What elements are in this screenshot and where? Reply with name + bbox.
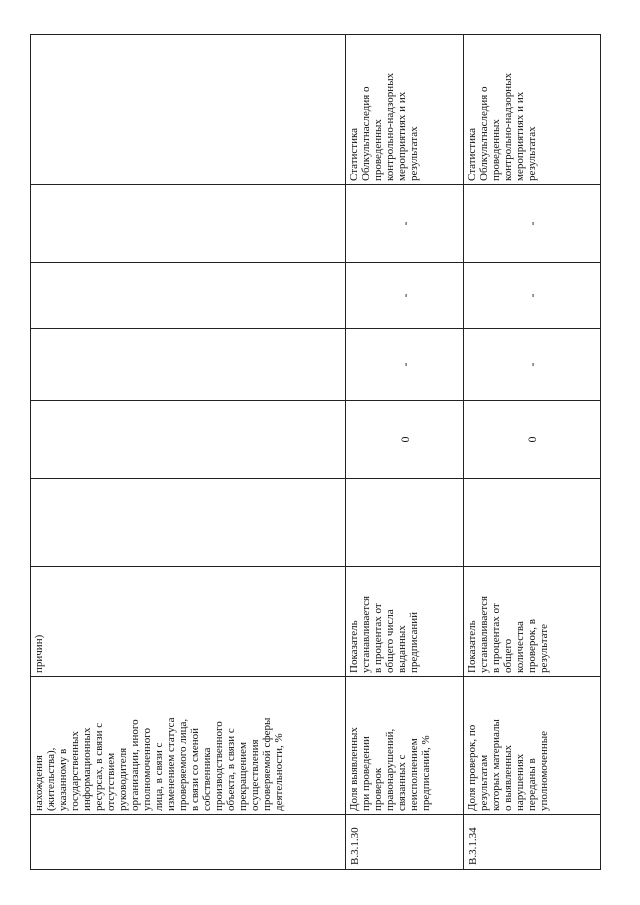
row-value-6 bbox=[31, 329, 346, 401]
table-row bbox=[31, 35, 346, 870]
table-row bbox=[346, 35, 464, 870]
row-indicator: Доля проверок, по результатам которых материалы о выявленных нарушениях переданы в уполномоченные bbox=[464, 677, 601, 815]
row-value-8: - bbox=[346, 185, 464, 263]
table-row bbox=[464, 35, 601, 870]
row-value-7: - bbox=[346, 263, 464, 329]
row-value-4 bbox=[464, 479, 601, 567]
row-value-5: 0 bbox=[464, 401, 601, 479]
row-value-4 bbox=[31, 479, 346, 567]
row-indicator: Доля выявленных при проведении проверок правонарушений, связанных с неисполнением предписаний, % bbox=[346, 677, 464, 815]
row-value-7: - bbox=[464, 263, 601, 329]
row-comment: Показатель устанавливается в процентах от общего числа выданных предписаний bbox=[346, 567, 464, 677]
row-value-8 bbox=[31, 185, 346, 263]
row-source: Статистика Облкультнаследия о проведенных контрольно-надзорных мероприятиях и их результатах bbox=[464, 35, 601, 185]
row-code bbox=[31, 815, 346, 870]
indicators-table bbox=[30, 34, 601, 870]
row-value-6: - bbox=[346, 329, 464, 401]
row-comment: причин) bbox=[31, 567, 346, 677]
row-value-4 bbox=[346, 479, 464, 567]
row-comment: Показатель устанавливается в процентах от общего количества проверок, в результате bbox=[464, 567, 601, 677]
row-value-7 bbox=[31, 263, 346, 329]
rotated-table-wrapper bbox=[30, 35, 600, 870]
row-source bbox=[31, 35, 346, 185]
row-value-6: - bbox=[464, 329, 601, 401]
row-value-5: 0 bbox=[346, 401, 464, 479]
row-source: Статистика Облкультнаследия о проведенных контрольно-надзорных мероприятиях и их результатах bbox=[346, 35, 464, 185]
row-indicator: нахождения (жительства), указанному в государственных информационных ресурсах, в связи с отсутствием руководителя организации, иного уполномоченного лица, в связи с изменением статуса проверяемого лица, в связи со сменой собственника производственного объекта, в связи с прекращением осуществления проверяемой сферы деятельности, % bbox=[31, 677, 346, 815]
row-value-5 bbox=[31, 401, 346, 479]
row-code: В.3.1.30 bbox=[346, 815, 464, 870]
row-code: В.3.1.34 bbox=[464, 815, 601, 870]
row-value-8: - bbox=[464, 185, 601, 263]
